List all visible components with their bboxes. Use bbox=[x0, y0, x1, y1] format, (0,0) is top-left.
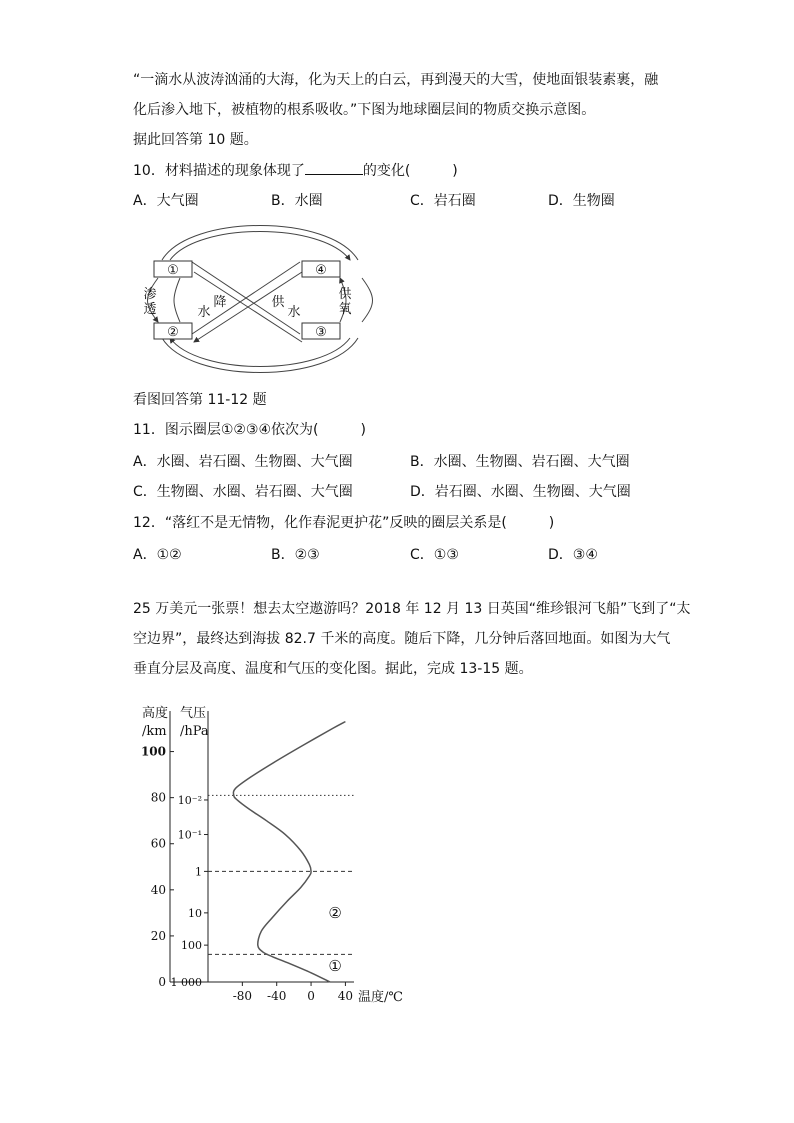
ylabel-height-1: 高度 bbox=[142, 706, 169, 721]
x-tick-label: -40 bbox=[267, 989, 287, 1003]
left-inner-arc bbox=[174, 278, 180, 322]
question-10-stem bbox=[133, 160, 458, 181]
height-tick-label: 20 bbox=[150, 928, 166, 943]
look-figure-note: 看图回答第 11-12 题 bbox=[133, 392, 267, 408]
passage1-line1: “一滴水从波涛汹涌的大海，化为天上的白云，再到漫天的大雪，使地面银装素裹，融 bbox=[133, 72, 659, 88]
label-seep-2: 透 bbox=[143, 302, 157, 317]
question-11-stem: 11．图示圈层①②③④依次为( ) bbox=[133, 422, 366, 438]
right-outer-arc bbox=[362, 278, 373, 322]
height-tick-label: 80 bbox=[150, 790, 166, 805]
atmosphere-chart bbox=[130, 695, 420, 1015]
q12-option-d: D．③④ bbox=[548, 547, 598, 563]
passage1-line3: 据此回答第 10 题。 bbox=[133, 132, 258, 148]
q10-option-b: B．水圈 bbox=[271, 193, 323, 209]
label-oxygen-1: 供 bbox=[338, 287, 352, 302]
passage2-line2: 空边界”，最终达到海拔 82.7 千米的高度。随后下降，几分钟后落回地面。如图为大气 bbox=[133, 631, 671, 647]
label-oxygen-2: 氧 bbox=[338, 302, 352, 317]
answer-blank bbox=[305, 160, 363, 175]
q11-option-a: A．水圈、岩石圈、生物圈、大气圈 bbox=[133, 454, 353, 470]
pressure-tick-label: 10⁻¹ bbox=[177, 828, 202, 842]
ylabel-height-2: /km bbox=[142, 724, 167, 739]
layer-label: ① bbox=[328, 956, 342, 975]
label-fall: 降 bbox=[213, 295, 227, 310]
height-tick-label: 100 bbox=[140, 744, 166, 759]
pressure-tick-label: 1 bbox=[195, 865, 202, 879]
label-seep-1: 渗 bbox=[143, 287, 157, 302]
q12-option-b: B．②③ bbox=[271, 547, 320, 563]
box-3-label: ③ bbox=[315, 325, 327, 340]
box-4-label: ④ bbox=[315, 263, 327, 278]
x-tick-label: -80 bbox=[232, 989, 253, 1003]
x-tick-label: 40 bbox=[337, 989, 354, 1003]
layer-label: ② bbox=[328, 903, 342, 922]
pressure-tick-label: 1 000 bbox=[170, 976, 202, 989]
pressure-tick-label: 10 bbox=[188, 906, 202, 920]
q11-option-b: B．水圈、生物圈、岩石圈、大气圈 bbox=[410, 454, 630, 470]
question-12-stem: 12．“落红不是无情物，化作春泥更护花”反映的圈层关系是( ) bbox=[133, 515, 555, 531]
q11-option-d: D．岩石圈、水圈、生物圈、大气圈 bbox=[410, 484, 631, 500]
q10-stem-before: 10．材料描述的现象体现了 bbox=[133, 163, 305, 179]
x-tick-label: 0 bbox=[307, 989, 315, 1003]
q10-option-c: C．岩石圈 bbox=[410, 193, 476, 209]
pressure-tick-label: 10⁻² bbox=[177, 793, 202, 807]
height-tick-label: 60 bbox=[150, 836, 166, 851]
passage2-line3: 垂直分层及高度、温度和气压的变化图。据此，完成 13-15 题。 bbox=[133, 661, 533, 677]
q12-option-c: C．①③ bbox=[410, 547, 459, 563]
box-1-label: ① bbox=[167, 263, 179, 278]
xlabel: 温度/℃ bbox=[358, 990, 403, 1005]
pressure-tick-label: 100 bbox=[181, 939, 202, 953]
passage1-line2: 化后渗入地下，被植物的根系吸收。”下图为地球圈层间的物质交换示意图。 bbox=[133, 102, 596, 118]
outer-bottom-arc bbox=[162, 338, 358, 373]
q10-option-a: A．大气圈 bbox=[133, 193, 199, 209]
ylabel-pressure-1: 气压 bbox=[180, 706, 207, 721]
label-water-left: 水 bbox=[197, 305, 211, 320]
q10-option-d: D．生物圈 bbox=[548, 193, 615, 209]
q10-stem-after: 的变化( ) bbox=[362, 163, 458, 179]
passage2-line1: 25 万美元一张票！想去太空遨游吗？2018 年 12 月 13 日英国“维珍银河飞船”飞到了“太 bbox=[133, 601, 691, 617]
ylabel-pressure-2: /hPa bbox=[180, 724, 209, 739]
sphere-exchange-diagram bbox=[140, 222, 380, 374]
height-tick-label: 40 bbox=[150, 882, 166, 897]
box-2-label: ② bbox=[167, 325, 179, 340]
label-supply: 供 bbox=[271, 295, 285, 310]
q11-option-c: C．生物圈、水圈、岩石圈、大气圈 bbox=[133, 484, 353, 500]
temperature-curve bbox=[233, 722, 345, 982]
outer-top-arc bbox=[162, 226, 358, 261]
label-water-right: 水 bbox=[287, 305, 301, 320]
q12-option-a: A．①② bbox=[133, 547, 182, 563]
height-tick-label: 0 bbox=[158, 975, 166, 989]
